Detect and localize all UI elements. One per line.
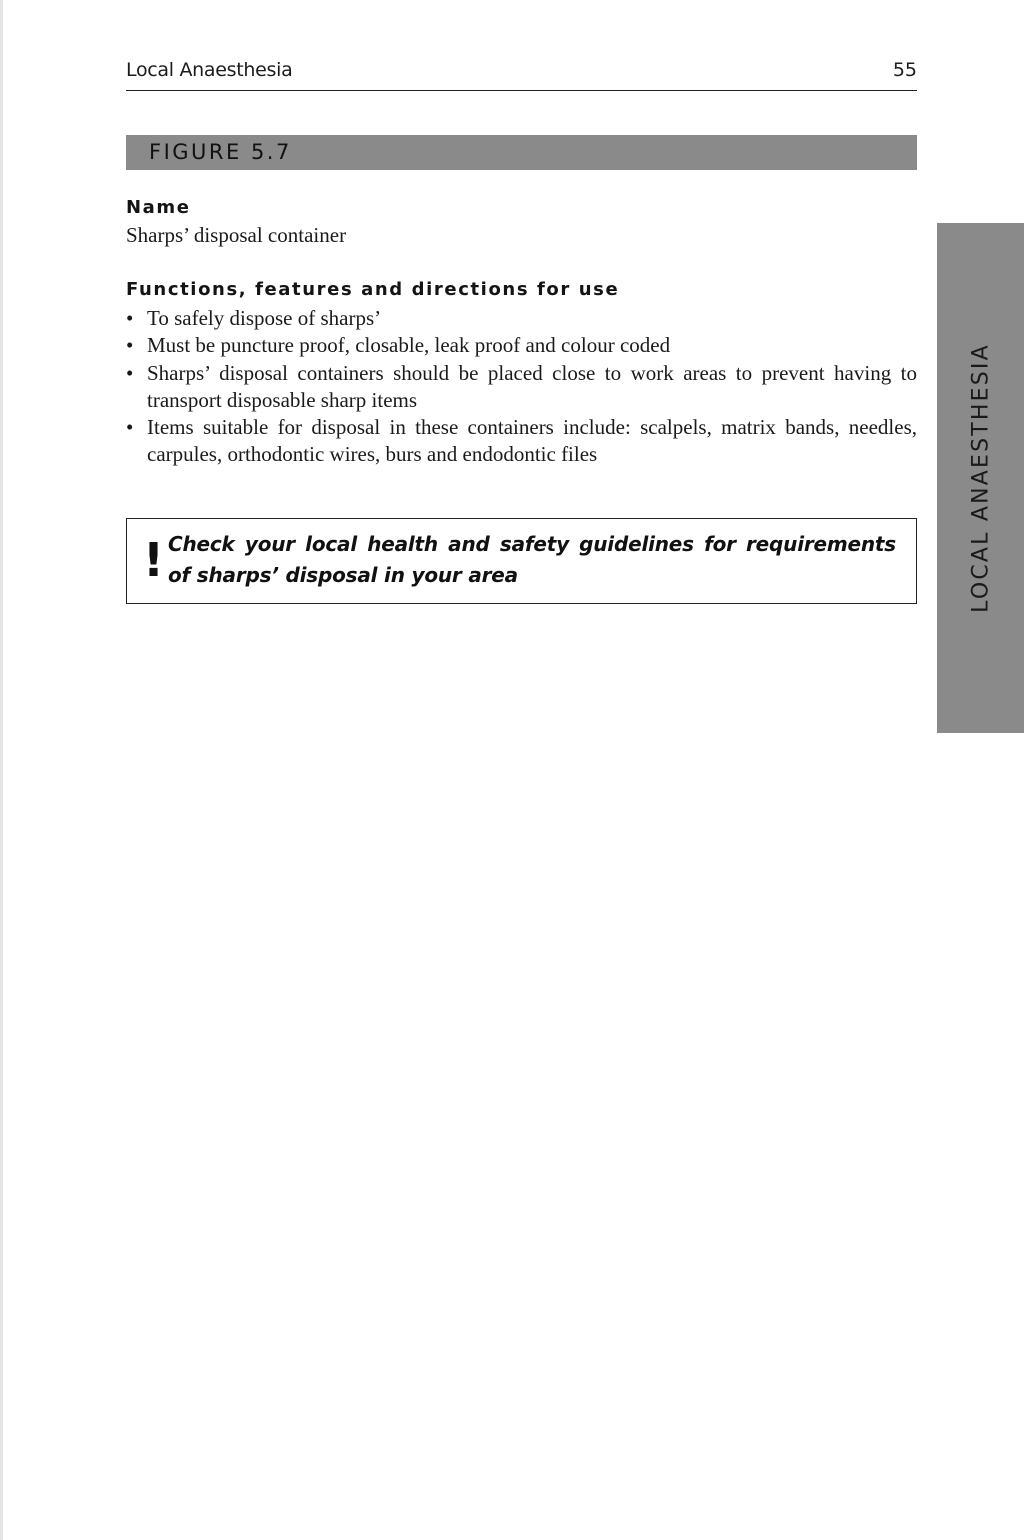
running-head: [126, 56, 917, 91]
list-item: [126, 414, 917, 469]
list-item-text: Must be puncture proof, closable, leak proof and colour coded: [147, 333, 671, 358]
running-head-title: Local Anaesthesia: [126, 59, 293, 81]
safety-note-box: [126, 518, 917, 604]
chapter-side-tab-label: LOCAL ANAESTHESIA: [968, 343, 993, 613]
bullet-icon: •: [126, 360, 134, 385]
figure-label-bar: [126, 135, 917, 170]
functions-list: [126, 305, 917, 469]
list-item-text: Sharps’ disposal containers should be placed close to work areas to prevent having to transport disposable sharp items: [147, 360, 917, 412]
name-value: Sharps’ disposal container: [126, 223, 347, 247]
page-edge: [0, 0, 3, 1540]
bullet-icon: •: [126, 415, 134, 440]
figure-label: FIGURE 5.7: [149, 140, 292, 164]
exclamation-icon: !: [143, 533, 164, 587]
bullet-icon: •: [126, 333, 134, 358]
list-item-text: To safely dispose of sharps’: [147, 306, 382, 330]
list-item-text: Items suitable for disposal in these containers include: scalpels, matrix bands, needles, carpules, orthodontic wires, burs and endodontic files: [147, 415, 917, 467]
name-heading: Name: [126, 197, 191, 218]
functions-heading: Functions, features and directions for use: [126, 279, 620, 300]
page-number: 55: [892, 59, 917, 81]
safety-note-text: Check your local health and safety guidelines for requirements of sharps’ disposal in your area: [168, 532, 896, 587]
list-item: [126, 305, 917, 332]
list-item: [126, 332, 917, 359]
chapter-side-tab: [937, 223, 1024, 733]
bullet-icon: •: [126, 306, 134, 330]
list-item: [126, 360, 917, 415]
